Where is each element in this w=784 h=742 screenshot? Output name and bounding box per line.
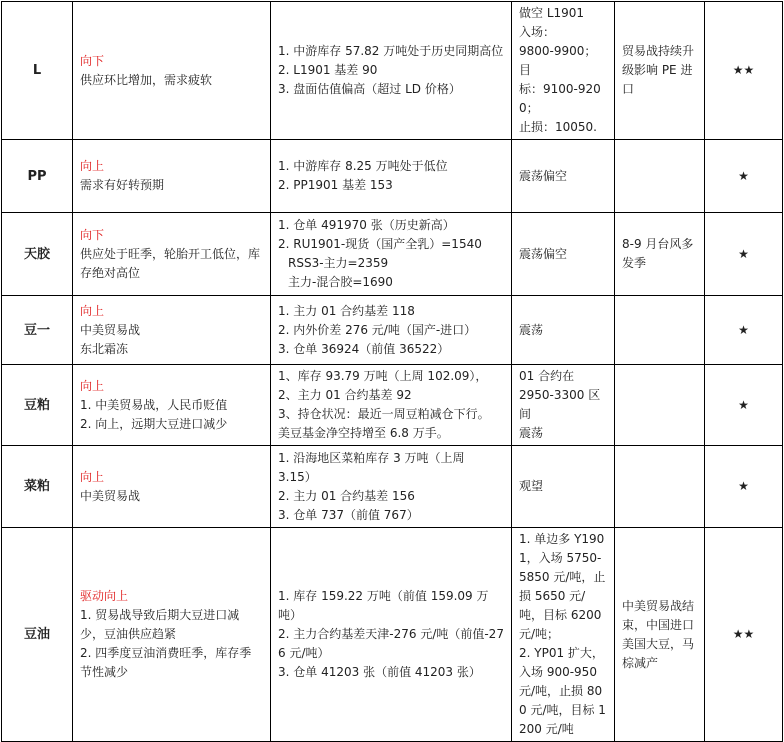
- fundamentals-cell: [271, 528, 512, 742]
- fundamentals-line: 主力-混合胶=1690: [288, 275, 393, 289]
- fundamentals-line: 1. 中游库存 57.82 万吨处于历史同期高位: [278, 44, 504, 58]
- risk-cell: [615, 296, 705, 365]
- rating-stars: ★: [705, 446, 783, 528]
- rating-stars: ★: [705, 296, 783, 365]
- strategy-line: 2950-3300 区间: [519, 388, 601, 421]
- reason-line: 中美贸易战: [80, 488, 141, 503]
- risk-cell: [615, 2, 705, 140]
- fundamentals-line: 1. 仓单 491970 张（历史新高）: [278, 218, 455, 232]
- risk-line: 贸易战持续升级影响 PE 进口: [622, 44, 695, 96]
- rating-stars: ★: [705, 140, 783, 213]
- strategy-line: 入场：: [519, 25, 556, 39]
- direction-label: 向上: [80, 469, 105, 484]
- futures-strategy-table: [1, 1, 783, 742]
- fundamentals-line: RSS3-主力=2359: [288, 256, 389, 270]
- reason-line: 中美贸易战: [80, 322, 141, 337]
- direction-label: 向上: [80, 159, 105, 173]
- strategy-cell: [512, 213, 615, 296]
- direction-cell: [73, 365, 271, 446]
- fundamentals-cell: [271, 2, 512, 140]
- fundamentals-line: 3. 仓单 36924（前值 36522）: [278, 341, 450, 356]
- table-row: [2, 2, 783, 140]
- strategy-line: 震荡: [519, 426, 544, 440]
- rating-stars: ★: [705, 365, 783, 446]
- fundamentals-line: 1. 库存 159.22 万吨（前值 159.09 万吨）: [278, 589, 489, 622]
- risk-cell: [615, 213, 705, 296]
- fundamentals-line: 2. PP1901 基差 153: [278, 178, 393, 192]
- fundamentals-cell: [271, 213, 512, 296]
- reason-line: 1. 中美贸易战，人民币贬值: [80, 397, 228, 412]
- direction-cell: [73, 446, 271, 528]
- reason-line: 2. 四季度豆油消费旺季，库存季节性减少: [80, 646, 252, 679]
- direction-cell: [73, 296, 271, 365]
- fundamentals-line: 2. RU1901-现货（国产全乳）=1540: [278, 237, 482, 251]
- strategy-line: 01 合约在: [519, 369, 575, 383]
- reason-line: 东北霜冻: [80, 341, 129, 356]
- direction-cell: [73, 528, 271, 742]
- table-row: [2, 365, 783, 446]
- strategy-line: 9800-9900；: [519, 44, 597, 58]
- fundamentals-line: 2. 主力 01 合约基差 156: [278, 488, 415, 503]
- rating-stars: ★★: [705, 2, 783, 140]
- fundamentals-line: 1. 主力 01 合约基差 118: [278, 303, 415, 318]
- commodity-name: 豆油: [2, 528, 73, 742]
- strategy-line: 目: [519, 63, 532, 77]
- fundamentals-line: 3. 仓单 41203 张（前值 41203 张）: [278, 665, 481, 679]
- commodity-name: 菜粕: [2, 446, 73, 528]
- risk-line: 中美贸易战结束，中国进口美国大豆，马棕减产: [622, 598, 695, 670]
- reason-line: 供应处于旺季，轮胎开工低位，库存绝对高位: [80, 246, 261, 280]
- fundamentals-line: 3、持仓状况：最近一周豆粕减仓下行。: [278, 407, 490, 421]
- reason-line: 1. 贸易战导致后期大豆进口减少，豆油供应趋紧: [80, 608, 240, 641]
- direction-label: 驱动向上: [80, 589, 129, 603]
- fundamentals-line: 2、主力 01 合约基差 92: [278, 388, 412, 402]
- fundamentals-line: 1. 沿海地区菜粕库存 3 万吨（上周: [278, 450, 465, 465]
- risk-cell: [615, 140, 705, 213]
- strategy-line: 做空 L1901: [519, 6, 585, 20]
- direction-cell: [73, 140, 271, 213]
- strategy-cell: [512, 2, 615, 140]
- fundamentals-cell: [271, 446, 512, 528]
- strategy-line: 止损：10050.: [519, 120, 597, 134]
- fundamentals-cell: [271, 140, 512, 213]
- strategy-cell: [512, 528, 615, 742]
- fundamentals-cell: [271, 296, 512, 365]
- direction-label: 向下: [80, 227, 105, 242]
- commodity-name: L: [2, 2, 73, 140]
- risk-line: 8-9 月台风多发季: [622, 237, 694, 270]
- risk-cell: [615, 528, 705, 742]
- direction-label: 向下: [80, 53, 105, 68]
- table-row: [2, 213, 783, 296]
- strategy-line: 震荡偏空: [519, 168, 568, 183]
- commodity-name: PP: [2, 140, 73, 213]
- table-row: [2, 296, 783, 365]
- strategy-line: 1. 单边多 Y1901，入场 5750-5850 元/吨，止损 5650 元/吨，目标 6200 元/吨；: [519, 532, 606, 641]
- fundamentals-cell: [271, 365, 512, 446]
- strategy-line: 震荡: [519, 322, 544, 337]
- reason-line: 需求有好转预期: [80, 178, 165, 192]
- direction-label: 向上: [80, 303, 105, 318]
- reason-line: 2. 向上，远期大豆进口减少: [80, 416, 228, 431]
- strategy-cell: [512, 446, 615, 528]
- table-row: [2, 528, 783, 742]
- commodity-name: 天胶: [2, 213, 73, 296]
- direction-label: 向上: [80, 378, 105, 393]
- fundamentals-line: 美豆基金净空持增至 6.8 万手。: [278, 426, 449, 440]
- fundamentals-line: 2. 内外价差 276 元/吨（国产-进口）: [278, 322, 477, 337]
- direction-cell: [73, 213, 271, 296]
- fundamentals-line: 2. 主力合约基差天津-276 元/吨（前值-276 元/吨）: [278, 627, 504, 660]
- commodity-name: 豆一: [2, 296, 73, 365]
- strategy-cell: [512, 140, 615, 213]
- strategy-line: 震荡偏空: [519, 246, 568, 261]
- table-row: [2, 446, 783, 528]
- strategy-cell: [512, 365, 615, 446]
- fundamentals-line: 3. 仓单 737（前值 767）: [278, 507, 419, 522]
- direction-cell: [73, 2, 271, 140]
- fundamentals-line: 1、库存 93.79 万吨（上周 102.09），: [278, 369, 488, 383]
- table-row: [2, 140, 783, 213]
- strategy-cell: [512, 296, 615, 365]
- risk-cell: [615, 365, 705, 446]
- fundamentals-line: 3.15）: [278, 469, 317, 484]
- commodity-name: 豆粕: [2, 365, 73, 446]
- fundamentals-line: 3. 盘面估值偏高（超过 LD 价格）: [278, 82, 461, 96]
- rating-stars: ★: [705, 213, 783, 296]
- rating-stars: ★★: [705, 528, 783, 742]
- risk-cell: [615, 446, 705, 528]
- fundamentals-line: 1. 中游库存 8.25 万吨处于低位: [278, 159, 448, 173]
- strategy-line: 观望: [519, 479, 544, 493]
- fundamentals-line: 2. L1901 基差 90: [278, 63, 378, 77]
- strategy-line: 标：9100-9200；: [519, 82, 601, 115]
- reason-line: 供应环比增加，需求疲软: [80, 72, 213, 87]
- strategy-line: 2. YP01 扩大，入场 900-950 元/吨，止损 800 元/吨，目标 1200 元/吨: [519, 646, 606, 736]
